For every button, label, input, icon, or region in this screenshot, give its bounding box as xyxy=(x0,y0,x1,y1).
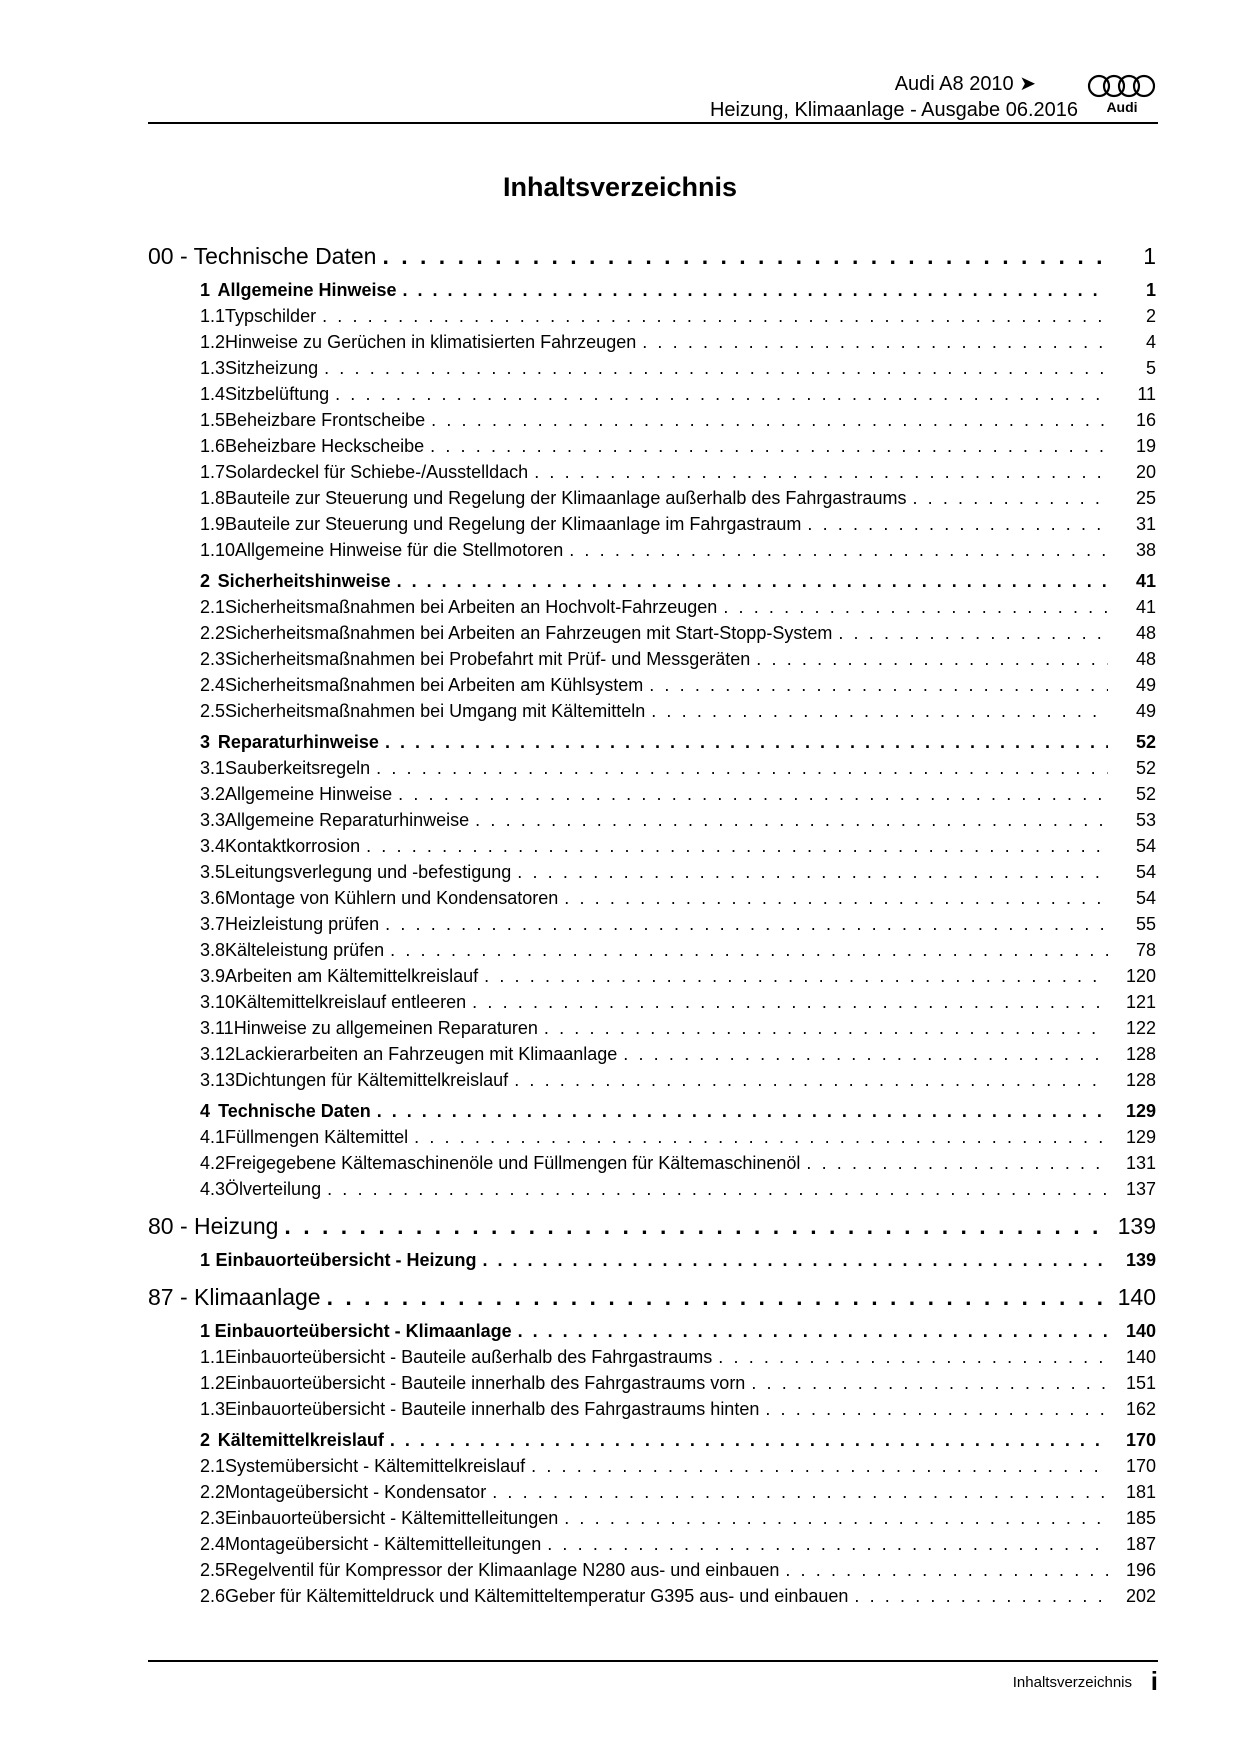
toc-entry-page: 19 xyxy=(1135,436,1156,456)
toc-leader-dots xyxy=(547,1531,1108,1557)
toc-entry-sub[interactable] xyxy=(200,859,1156,885)
toc-leader-dots xyxy=(723,594,1108,620)
toc-entry-number: 2 xyxy=(200,1430,211,1450)
toc-entry-number: 3.2 xyxy=(200,784,226,804)
toc-entry-sub[interactable] xyxy=(200,381,1156,407)
toc-entry-sub[interactable] xyxy=(200,1176,1156,1202)
toc-leader-dots xyxy=(807,511,1108,537)
toc-entry-number: 3.12 xyxy=(200,1044,236,1064)
toc-entry-number: 3 xyxy=(200,732,211,752)
toc-entry-number: 1.1 xyxy=(200,306,226,326)
toc-entry-page: 1 xyxy=(1145,280,1156,300)
toc-entry-sub[interactable] xyxy=(200,755,1156,781)
toc-entry-page: 122 xyxy=(1125,1018,1156,1038)
toc-entry-page: 5 xyxy=(1145,358,1156,378)
toc-entry-number: 1 xyxy=(200,280,211,300)
toc-entry-title: Sicherheitsmaßnahmen bei Arbeiten am Kühlsystem xyxy=(225,675,644,695)
toc-entry-title: Kontaktkorrosion xyxy=(225,836,361,856)
toc-entry-sub[interactable] xyxy=(200,329,1156,355)
toc-entry-page: 38 xyxy=(1135,540,1156,560)
toc-entry-page: 129 xyxy=(1125,1101,1156,1121)
toc-entry-title: Typschilder xyxy=(225,306,317,326)
toc-entry-title: Sitzheizung xyxy=(225,358,319,378)
toc-entry-title: Allgemeine Hinweise xyxy=(225,784,393,804)
toc-entry-page: 48 xyxy=(1135,623,1156,643)
toc-leader-dots xyxy=(483,1247,1109,1273)
toc-entry-page: 196 xyxy=(1125,1560,1156,1580)
toc-entry-title: Einbauorteübersicht - Bauteile außerhalb des Fahrgastraums xyxy=(225,1347,713,1367)
toc-entry-title: Bauteile zur Steuerung und Regelung der Klimaanlage außerhalb des Fahrgastraums xyxy=(225,488,907,508)
toc-entry-title: Leitungsverlegung und -befestigung xyxy=(225,862,512,882)
toc-entry-title: Kältemittelkreislauf entleeren xyxy=(235,992,467,1012)
toc-entry-number: 1 xyxy=(200,1250,211,1270)
toc-leader-dots xyxy=(324,355,1108,381)
toc-entry-page: 49 xyxy=(1135,701,1156,721)
toc-entry-title: Beheizbare Frontscheibe xyxy=(225,410,426,430)
toc-entry-title: Sicherheitsmaßnahmen bei Arbeiten an Fahrzeugen mit Start-Stopp-System xyxy=(225,623,833,643)
toc-leader-dots xyxy=(390,937,1108,963)
toc-entry-page: 16 xyxy=(1135,410,1156,430)
toc-entry-page: 131 xyxy=(1125,1153,1156,1173)
toc-leader-dots xyxy=(854,1583,1108,1609)
toc-entry-title: Hinweise zu Gerüchen in klimatisierten Fahrzeugen xyxy=(225,332,637,352)
toc-entry-number: 3.10 xyxy=(200,992,236,1012)
toc-entry-title: Allgemeine Reparaturhinweise xyxy=(225,810,470,830)
toc-leader-dots xyxy=(492,1479,1108,1505)
toc-entry-sub[interactable] xyxy=(200,1531,1156,1557)
toc-leader-dots xyxy=(518,1318,1108,1344)
toc-leader-dots xyxy=(651,698,1108,724)
toc-entry-sub[interactable] xyxy=(200,459,1156,485)
toc-entry-sub[interactable] xyxy=(200,672,1156,698)
toc-entry-number: 2.4 xyxy=(200,1534,226,1554)
toc-entry-page: 129 xyxy=(1125,1127,1156,1147)
toc-entry-sub[interactable] xyxy=(200,698,1156,724)
toc-leader-dots xyxy=(327,1176,1108,1202)
toc-entry-number: 3.8 xyxy=(200,940,226,960)
toc-entry-sub[interactable] xyxy=(200,485,1156,511)
toc-entry-sub[interactable] xyxy=(200,303,1156,329)
toc-entry-page: 187 xyxy=(1125,1534,1156,1554)
toc-entry-part[interactable] xyxy=(148,1210,1156,1242)
toc-leader-dots xyxy=(385,729,1108,755)
toc-leader-dots xyxy=(514,1067,1108,1093)
toc-leader-dots xyxy=(403,277,1108,303)
toc-entry-title: Sitzbelüftung xyxy=(225,384,330,404)
toc-entry-number: 1.1 xyxy=(200,1347,226,1367)
toc-entry-sub[interactable] xyxy=(200,989,1156,1015)
toc-entry-number: 3.6 xyxy=(200,888,226,908)
toc-entry-page: 2 xyxy=(1145,306,1156,326)
toc-leader-dots xyxy=(376,755,1108,781)
toc-entry-page: 52 xyxy=(1135,732,1156,752)
toc-entry-title: 87 - Klimaanlage xyxy=(148,1284,321,1310)
toc-entry-title: Arbeiten am Kältemittelkreislauf xyxy=(225,966,479,986)
toc-entry-number: 2.4 xyxy=(200,675,226,695)
toc-entry-sub[interactable] xyxy=(200,1370,1156,1396)
toc-entry-page: 1 xyxy=(1143,243,1156,269)
toc-entry-page: 128 xyxy=(1125,1044,1156,1064)
page-title: Inhaltsverzeichnis xyxy=(502,172,738,202)
toc-entry-title: Lackierarbeiten an Fahrzeugen mit Klimaanlage xyxy=(235,1044,618,1064)
toc-leader-dots xyxy=(765,1396,1108,1422)
toc-entry-number: 3.4 xyxy=(200,836,226,856)
toc-entry-page: 185 xyxy=(1125,1508,1156,1528)
toc-entry-chap[interactable] xyxy=(200,568,1156,594)
toc-entry-sub[interactable] xyxy=(200,433,1156,459)
toc-entry-sub[interactable] xyxy=(200,355,1156,381)
toc-entry-title: Reparaturhinweise xyxy=(217,732,379,752)
toc-leader-dots xyxy=(284,1210,1112,1242)
toc-leader-dots xyxy=(785,1557,1108,1583)
toc-entry-number: 1.9 xyxy=(200,514,226,534)
toc-entry-sub[interactable] xyxy=(200,1583,1156,1609)
toc-entry-sub[interactable] xyxy=(200,646,1156,672)
toc-entry-title: Einbauorteübersicht - Bauteile innerhalb des Fahrgastraums hinten xyxy=(225,1399,760,1419)
toc-leader-dots xyxy=(431,407,1108,433)
toc-entry-number: 2 xyxy=(200,571,211,591)
toc-entry-page: 202 xyxy=(1125,1586,1156,1606)
toc-entry-number: 3.5 xyxy=(200,862,226,882)
toc-entry-number: 2.3 xyxy=(200,1508,226,1528)
toc-entry-page: 53 xyxy=(1135,810,1156,830)
toc-entry-page: 181 xyxy=(1125,1482,1156,1502)
toc-entry-title: Allgemeine Hinweise für die Stellmotoren xyxy=(235,540,564,560)
toc-leader-dots xyxy=(642,329,1108,355)
toc-entry-title: Beheizbare Heckscheibe xyxy=(225,436,425,456)
toc-entry-title: Systemübersicht - Kältemittelkreislauf xyxy=(225,1456,526,1476)
toc-entry-chap[interactable] xyxy=(200,1318,1156,1344)
toc-entry-number: 2.6 xyxy=(200,1586,226,1606)
toc-entry-title: Freigegebene Kältemaschinenöle und Füllmengen für Kältemaschinenöl xyxy=(225,1153,801,1173)
toc-entry-page: 52 xyxy=(1135,784,1156,804)
toc-entry-number: 2.2 xyxy=(200,1482,226,1502)
toc-entry-number: 4.3 xyxy=(200,1179,226,1199)
toc-entry-title: Füllmengen Kältemittel xyxy=(225,1127,409,1147)
toc-entry-sub[interactable] xyxy=(200,807,1156,833)
toc-entry-page: 140 xyxy=(1117,1284,1156,1310)
toc-entry-page: 20 xyxy=(1135,462,1156,482)
toc-entry-sub[interactable] xyxy=(200,1505,1156,1531)
toc-leader-dots xyxy=(385,911,1108,937)
toc-entry-chap[interactable] xyxy=(200,1247,1156,1273)
toc-entry-sub[interactable] xyxy=(200,1557,1156,1583)
toc-entry-number: 1.4 xyxy=(200,384,226,404)
toc-entry-number: 2.5 xyxy=(200,1560,226,1580)
footer-label: Inhaltsverzeichnis xyxy=(1012,1674,1132,1691)
toc-entry-number: 2.1 xyxy=(200,1456,226,1476)
toc-entry-page: 128 xyxy=(1125,1070,1156,1090)
toc-entry-page: 54 xyxy=(1135,862,1156,882)
toc-leader-dots xyxy=(377,1098,1108,1124)
toc-entry-sub[interactable] xyxy=(200,963,1156,989)
toc-entry-page: 41 xyxy=(1135,597,1156,617)
toc-leader-dots xyxy=(366,833,1108,859)
toc-entry-page: 52 xyxy=(1135,758,1156,778)
toc-entry-number: 1.10 xyxy=(200,540,236,560)
toc-entry-sub[interactable] xyxy=(200,1344,1156,1370)
toc-entry-number: 1.7 xyxy=(200,462,226,482)
toc-entry-title: Kältemittelkreislauf xyxy=(217,1430,384,1450)
toc-entry-number: 1.3 xyxy=(200,358,226,378)
toc-leader-dots xyxy=(912,485,1108,511)
toc-entry-sub[interactable] xyxy=(200,1453,1156,1479)
toc-entry-sub[interactable] xyxy=(200,620,1156,646)
toc-entry-page: 54 xyxy=(1135,888,1156,908)
toc-entry-title: Sicherheitsmaßnahmen bei Arbeiten an Hochvolt-Fahrzeugen xyxy=(225,597,718,617)
toc-leader-dots xyxy=(430,433,1108,459)
toc-entry-title: Bauteile zur Steuerung und Regelung der Klimaanlage im Fahrgastraum xyxy=(225,514,802,534)
toc-entry-title: Allgemeine Hinweise xyxy=(217,280,397,300)
toc-leader-dots xyxy=(335,381,1108,407)
toc-entry-title: 00 - Technische Daten xyxy=(148,243,377,269)
toc-entry-page: 170 xyxy=(1125,1456,1156,1476)
toc-entry-part[interactable] xyxy=(148,240,1156,272)
toc-entry-page: 78 xyxy=(1135,940,1156,960)
toc-entry-title: Einbauorteübersicht - Heizung xyxy=(215,1250,477,1270)
toc-entry-number: 2.3 xyxy=(200,649,226,669)
toc-leader-dots xyxy=(475,807,1108,833)
toc-entry-title: Kälteleistung prüfen xyxy=(225,940,385,960)
toc-entry-number: 2.5 xyxy=(200,701,226,721)
toc-entry-title: Montageübersicht - Kältemittelleitungen xyxy=(225,1534,542,1554)
toc-entry-number: 1 xyxy=(200,1321,211,1341)
toc-entry-number: 4 xyxy=(200,1101,211,1121)
toc-entry-sub[interactable] xyxy=(200,594,1156,620)
toc-entry-sub[interactable] xyxy=(200,1041,1156,1067)
toc-leader-dots xyxy=(414,1124,1108,1150)
toc-entry-sub[interactable] xyxy=(200,1150,1156,1176)
toc-entry-number: 3.9 xyxy=(200,966,226,986)
toc-entry-sub[interactable] xyxy=(200,911,1156,937)
toc-entry-number: 1.2 xyxy=(200,1373,226,1393)
toc-entry-page: 162 xyxy=(1125,1399,1156,1419)
toc-entry-page: 140 xyxy=(1125,1321,1156,1341)
page-header xyxy=(148,60,1158,124)
toc-leader-dots xyxy=(390,1427,1108,1453)
audi-rings-logo-icon xyxy=(1086,72,1158,116)
toc-entry-title: Sicherheitsmaßnahmen bei Probefahrt mit Prüf- und Messgeräten xyxy=(225,649,751,669)
toc-entry-page: 170 xyxy=(1125,1430,1156,1450)
toc-entry-title: Technische Daten xyxy=(218,1101,371,1121)
toc-entry-page: 151 xyxy=(1125,1373,1156,1393)
toc-entry-title: Geber für Kältemitteldruck und Kältemitteltemperatur G395 aus- und einbauen xyxy=(225,1586,849,1606)
toc-entry-number: 4.1 xyxy=(200,1127,226,1147)
toc-entry-sub[interactable] xyxy=(200,1015,1156,1041)
toc-entry-page: 4 xyxy=(1145,332,1156,352)
toc-entry-page: 48 xyxy=(1135,649,1156,669)
page-footer xyxy=(148,1660,1158,1702)
toc-entry-number: 2.1 xyxy=(200,597,226,617)
toc-entry-number: 2.2 xyxy=(200,623,226,643)
toc-entry-sub[interactable] xyxy=(200,1479,1156,1505)
toc-entry-title: 80 - Heizung xyxy=(148,1213,279,1239)
toc-entry-sub[interactable] xyxy=(200,407,1156,433)
toc-entry-number: 3.13 xyxy=(200,1070,236,1090)
toc-entry-part[interactable] xyxy=(148,1281,1156,1313)
toc-entry-title: Ölverteilung xyxy=(225,1179,322,1199)
toc-leader-dots xyxy=(397,568,1108,594)
toc-entry-sub[interactable] xyxy=(200,885,1156,911)
toc-entry-page: 55 xyxy=(1135,914,1156,934)
toc-leader-dots xyxy=(327,1281,1112,1313)
toc-entry-chap[interactable] xyxy=(200,1098,1156,1124)
toc-entry-number: 4.2 xyxy=(200,1153,226,1173)
toc-entry-title: Solardeckel für Schiebe-/Ausstelldach xyxy=(225,462,529,482)
toc-entry-number: 1.3 xyxy=(200,1399,226,1419)
toc-entry-title: Hinweise zu allgemeinen Reparaturen xyxy=(233,1018,538,1038)
toc-leader-dots xyxy=(382,240,1112,272)
toc-entry-title: Montage von Kühlern und Kondensatoren xyxy=(225,888,559,908)
toc-entry-title: Sicherheitsmaßnahmen bei Umgang mit Kältemitteln xyxy=(225,701,646,721)
toc-entry-page: 120 xyxy=(1125,966,1156,986)
toc-leader-dots xyxy=(649,672,1108,698)
toc-entry-sub[interactable] xyxy=(200,781,1156,807)
toc-entry-title: Einbauorteübersicht - Bauteile innerhalb des Fahrgastraums vorn xyxy=(225,1373,746,1393)
toc-entry-title: Einbauorteübersicht - Kältemittelleitungen xyxy=(225,1508,559,1528)
toc-leader-dots xyxy=(751,1370,1108,1396)
toc-entry-number: 1.2 xyxy=(200,332,226,352)
toc-leader-dots xyxy=(756,646,1108,672)
toc-entry-page: 139 xyxy=(1117,1213,1156,1239)
toc-entry-title: Einbauorteübersicht - Klimaanlage xyxy=(214,1321,512,1341)
toc-entry-page: 54 xyxy=(1135,836,1156,856)
toc-entry-page: 49 xyxy=(1135,675,1156,695)
header-edition-line: Heizung, Klimaanlage - Ausgabe 06.2016 xyxy=(709,99,1078,121)
toc-entry-title: Dichtungen für Kältemittelkreislauf xyxy=(235,1070,509,1090)
toc-entry-number: 3.3 xyxy=(200,810,226,830)
toc-entry-title: Heizleistung prüfen xyxy=(225,914,380,934)
toc-leader-dots xyxy=(564,885,1108,911)
toc-entry-page: 140 xyxy=(1125,1347,1156,1367)
footer-page-number: i xyxy=(1150,1666,1158,1696)
toc-entry-number: 1.5 xyxy=(200,410,226,430)
toc-leader-dots xyxy=(569,537,1108,563)
toc-entry-chap[interactable] xyxy=(200,1427,1156,1453)
toc-entry-title: Sicherheitshinweise xyxy=(217,571,391,591)
toc-entry-page: 41 xyxy=(1135,571,1156,591)
toc-entry-sub[interactable] xyxy=(200,511,1156,537)
toc-entry-page: 31 xyxy=(1135,514,1156,534)
header-model-line: Audi A8 2010 ➤ xyxy=(894,73,1036,95)
toc-entry-page: 139 xyxy=(1125,1250,1156,1270)
toc-entry-sub[interactable] xyxy=(200,1124,1156,1150)
toc-entry-number: 3.7 xyxy=(200,914,226,934)
toc-entry-sub[interactable] xyxy=(200,833,1156,859)
toc-leader-dots xyxy=(564,1505,1108,1531)
toc-leader-dots xyxy=(623,1041,1108,1067)
toc-entry-sub[interactable] xyxy=(200,937,1156,963)
toc-entry-page: 137 xyxy=(1125,1179,1156,1199)
toc-entry-sub[interactable] xyxy=(200,1396,1156,1422)
toc-entry-chap[interactable] xyxy=(200,277,1156,303)
toc-entry-chap[interactable] xyxy=(200,729,1156,755)
toc-entry-number: 1.8 xyxy=(200,488,226,508)
toc-entry-number: 1.6 xyxy=(200,436,226,456)
toc-entry-sub[interactable] xyxy=(200,537,1156,563)
toc-entry-title: Sauberkeitsregeln xyxy=(225,758,371,778)
toc-leader-dots xyxy=(517,859,1108,885)
toc-entry-title: Regelventil für Kompressor der Klimaanlage N280 aus- und einbauen xyxy=(225,1560,780,1580)
toc-entry-title: Montageübersicht - Kondensator xyxy=(225,1482,487,1502)
toc-leader-dots xyxy=(398,781,1108,807)
toc-entry-page: 121 xyxy=(1125,992,1156,1012)
toc-leader-dots xyxy=(718,1344,1108,1370)
toc-leader-dots xyxy=(472,989,1108,1015)
toc-entry-sub[interactable] xyxy=(200,1067,1156,1093)
audi-logo-text: Audi xyxy=(1106,99,1138,115)
table-of-contents xyxy=(148,240,1156,1609)
toc-leader-dots xyxy=(484,963,1108,989)
toc-entry-page: 11 xyxy=(1137,384,1156,404)
toc-entry-number: 3.1 xyxy=(200,758,226,778)
toc-entry-number: 3.11 xyxy=(200,1018,234,1038)
toc-leader-dots xyxy=(322,303,1108,329)
toc-leader-dots xyxy=(806,1150,1108,1176)
toc-leader-dots xyxy=(534,459,1108,485)
toc-leader-dots xyxy=(544,1015,1108,1041)
toc-entry-page: 25 xyxy=(1135,488,1156,508)
toc-leader-dots xyxy=(838,620,1108,646)
toc-leader-dots xyxy=(531,1453,1108,1479)
